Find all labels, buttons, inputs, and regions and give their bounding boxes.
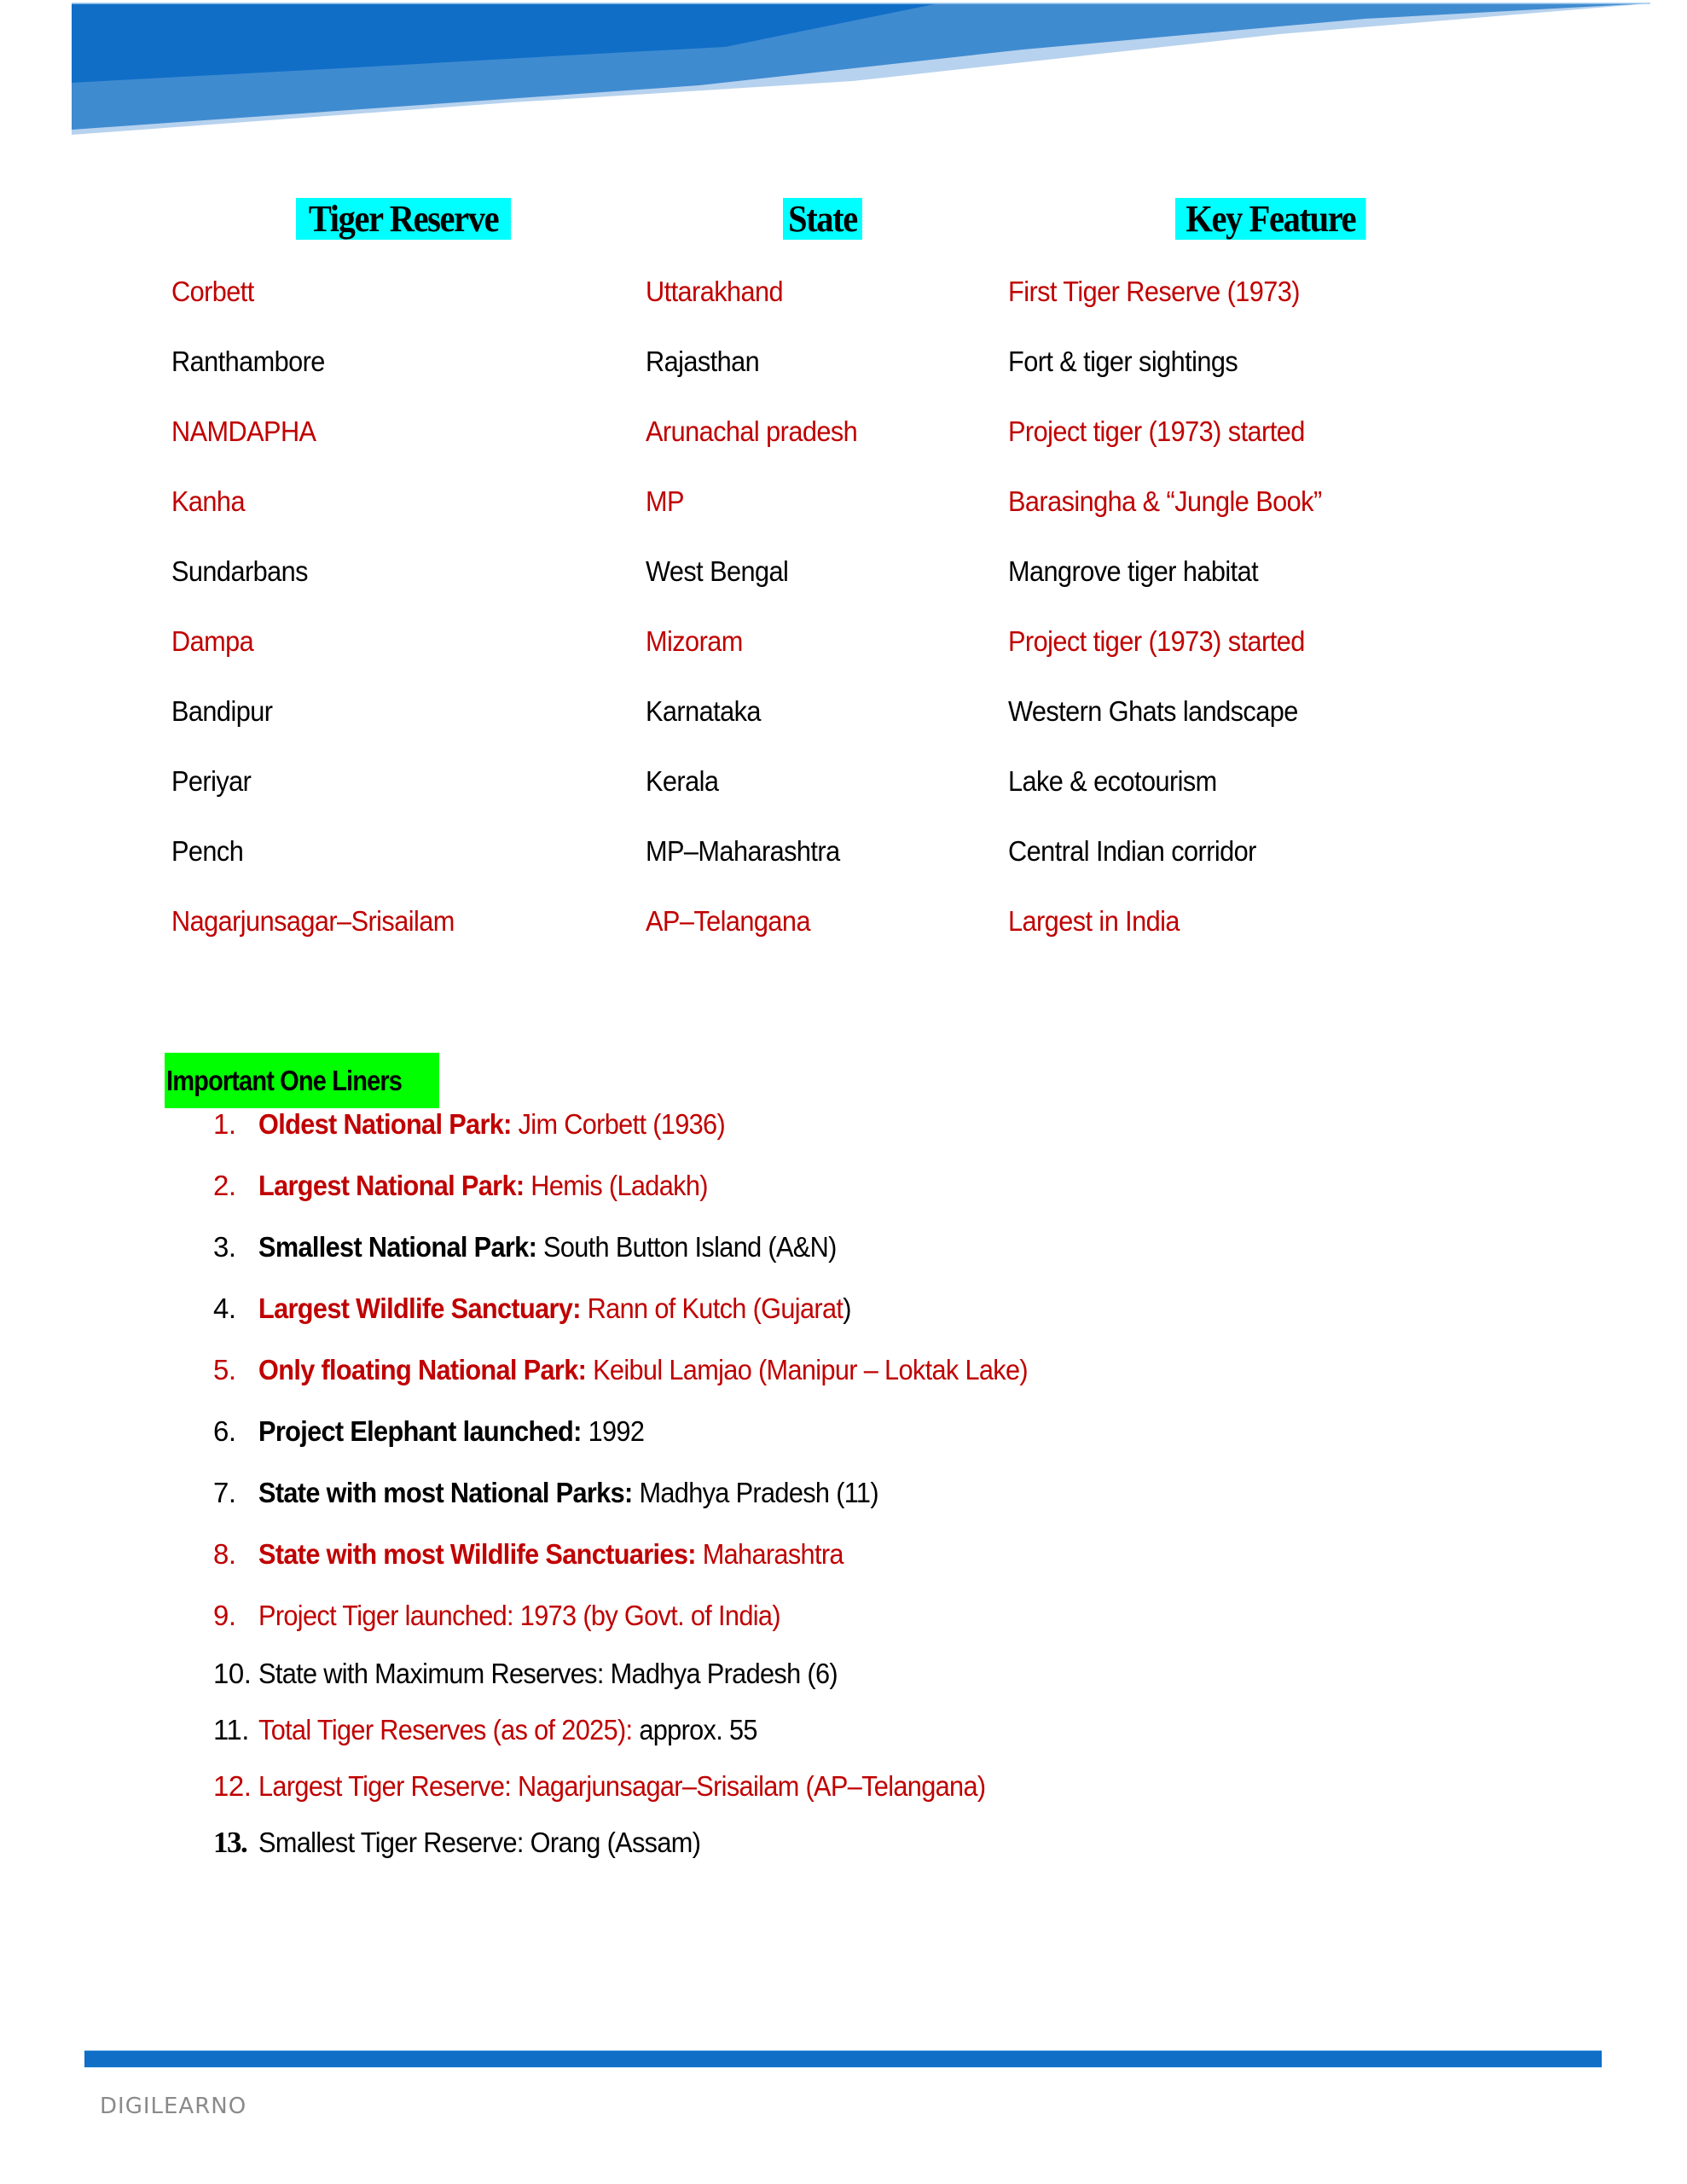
state-cell: MP <box>646 485 684 517</box>
item-number: 1. <box>213 1108 236 1140</box>
section-title-text: Important One Liners <box>166 1065 403 1096</box>
item-text <box>258 1537 844 1571</box>
reserve-cell: Nagarjunsagar–Srisailam <box>171 905 455 937</box>
item-text <box>258 1230 837 1264</box>
state-cell: Rajasthan <box>646 346 760 377</box>
item-number: 2. <box>213 1170 236 1201</box>
item-number: 6. <box>213 1415 236 1447</box>
feature-cell: Mangrove tiger habitat <box>1008 555 1259 587</box>
column-header-state: State <box>783 198 862 240</box>
reserve-cell: Kanha <box>171 485 245 517</box>
item-value: Keibul Lamjao (Manipur – Loktak Lake) <box>586 1354 1028 1385</box>
item-label: Largest Tiger Reserve: Nagarjunsagar–Srisailam (AP–Telangana) <box>258 1770 986 1802</box>
feature-cell: Barasingha & “Jungle Book” <box>1008 485 1322 517</box>
item-label: State with Maximum Reserves: Madhya Pradesh (6) <box>258 1658 838 1689</box>
item-label: Only floating National Park: <box>258 1354 587 1385</box>
item-label: Smallest Tiger Reserve: Orang (Assam) <box>258 1827 701 1858</box>
column-header-tiger-reserve: Tiger Reserve <box>296 198 511 240</box>
reserve-cell: Corbett <box>171 276 254 307</box>
item-text <box>258 1713 757 1747</box>
feature-cell: Project tiger (1973) started <box>1008 415 1305 447</box>
state-cell: Kerala <box>646 765 719 797</box>
feature-cell: Fort & tiger sightings <box>1008 346 1238 377</box>
item-text <box>258 1414 644 1449</box>
item-text <box>258 1769 985 1804</box>
item-value: Maharashtra <box>695 1538 844 1570</box>
footer-brand: DIGILEARNO <box>100 2094 247 2119</box>
state-cell: MP–Maharashtra <box>646 835 840 867</box>
footer-bar <box>84 2050 1602 2068</box>
item-text <box>258 1476 878 1510</box>
state-cell: AP–Telangana <box>646 905 810 937</box>
feature-cell: Western Ghats landscape <box>1008 695 1298 727</box>
list-item <box>0 1353 1535 1387</box>
item-value: Rann of Kutch (Gujarat <box>580 1292 844 1324</box>
reserve-cell: Sundarbans <box>171 555 308 587</box>
item-text <box>258 1826 700 1860</box>
item-number: 5. <box>213 1354 236 1385</box>
item-label: Project Elephant launched: <box>258 1415 582 1447</box>
item-number: 3. <box>213 1231 236 1263</box>
reserve-cell: NAMDAPHA <box>171 415 316 447</box>
item-text <box>258 1107 725 1141</box>
item-label: Project Tiger launched: 1973 (by Govt. of India) <box>258 1600 780 1631</box>
item-number: 12. <box>213 1770 252 1802</box>
item-text <box>258 1353 1028 1387</box>
item-label: Smallest National Park: <box>258 1231 537 1263</box>
item-number: 8. <box>213 1538 236 1570</box>
item-tail: ) <box>843 1292 851 1324</box>
feature-cell: First Tiger Reserve (1973) <box>1008 276 1300 307</box>
item-text <box>258 1169 708 1203</box>
item-number: 10. <box>213 1658 252 1689</box>
item-label: Largest Wildlife Sanctuary: <box>258 1292 581 1324</box>
column-header-key-feature: Key Feature <box>1175 198 1366 240</box>
item-label: Total Tiger Reserves (as of 2025): <box>258 1714 633 1745</box>
item-value: Hemis (Ladakh) <box>524 1170 708 1201</box>
item-text <box>258 1657 838 1691</box>
item-label: State with most Wildlife Sanctuaries: <box>258 1538 696 1570</box>
feature-cell: Largest in India <box>1008 905 1180 937</box>
item-value: approx. 55 <box>632 1714 757 1745</box>
state-cell: Uttarakhand <box>646 276 784 307</box>
state-cell: Karnataka <box>646 695 761 727</box>
reserve-cell: Dampa <box>171 625 254 657</box>
feature-cell: Lake & ecotourism <box>1008 765 1217 797</box>
item-number: 7. <box>213 1477 236 1508</box>
item-value: Jim Corbett (1936) <box>511 1108 726 1140</box>
list-item <box>0 1230 1535 1264</box>
list-item <box>0 1414 1535 1449</box>
reserve-cell: Pench <box>171 835 244 867</box>
item-label: State with most National Parks: <box>258 1477 633 1508</box>
feature-cell: Central Indian corridor <box>1008 835 1256 867</box>
list-item <box>0 1769 1535 1804</box>
list-item <box>0 1599 1535 1633</box>
list-item <box>0 1476 1535 1510</box>
header-banner <box>0 0 1687 145</box>
item-value: South Button Island (A&N) <box>536 1231 837 1263</box>
item-value: 1992 <box>581 1415 645 1447</box>
item-label: Largest National Park: <box>258 1170 525 1201</box>
item-text <box>258 1599 780 1633</box>
list-item <box>0 1107 1535 1141</box>
list-item <box>0 1537 1535 1571</box>
item-text <box>258 1292 851 1326</box>
item-number: 11. <box>213 1714 249 1745</box>
item-value: Madhya Pradesh (11) <box>632 1477 878 1508</box>
list-item <box>0 1169 1535 1203</box>
reserve-cell: Periyar <box>171 765 252 797</box>
list-item <box>0 1292 1535 1326</box>
list-item <box>0 1826 1535 1860</box>
state-cell: West Bengal <box>646 555 789 587</box>
feature-cell: Project tiger (1973) started <box>1008 625 1305 657</box>
item-number: 13. <box>213 1826 247 1859</box>
list-item <box>0 1657 1535 1691</box>
reserve-cell: Bandipur <box>171 695 273 727</box>
item-number: 9. <box>213 1600 236 1631</box>
list-item <box>0 1713 1535 1747</box>
section-title-one-liners <box>165 1053 439 1108</box>
reserve-cell: Ranthambore <box>171 346 325 377</box>
item-number: 4. <box>213 1292 236 1324</box>
item-label: Oldest National Park: <box>258 1108 512 1140</box>
state-cell: Mizoram <box>646 625 743 657</box>
state-cell: Arunachal pradesh <box>646 415 858 447</box>
